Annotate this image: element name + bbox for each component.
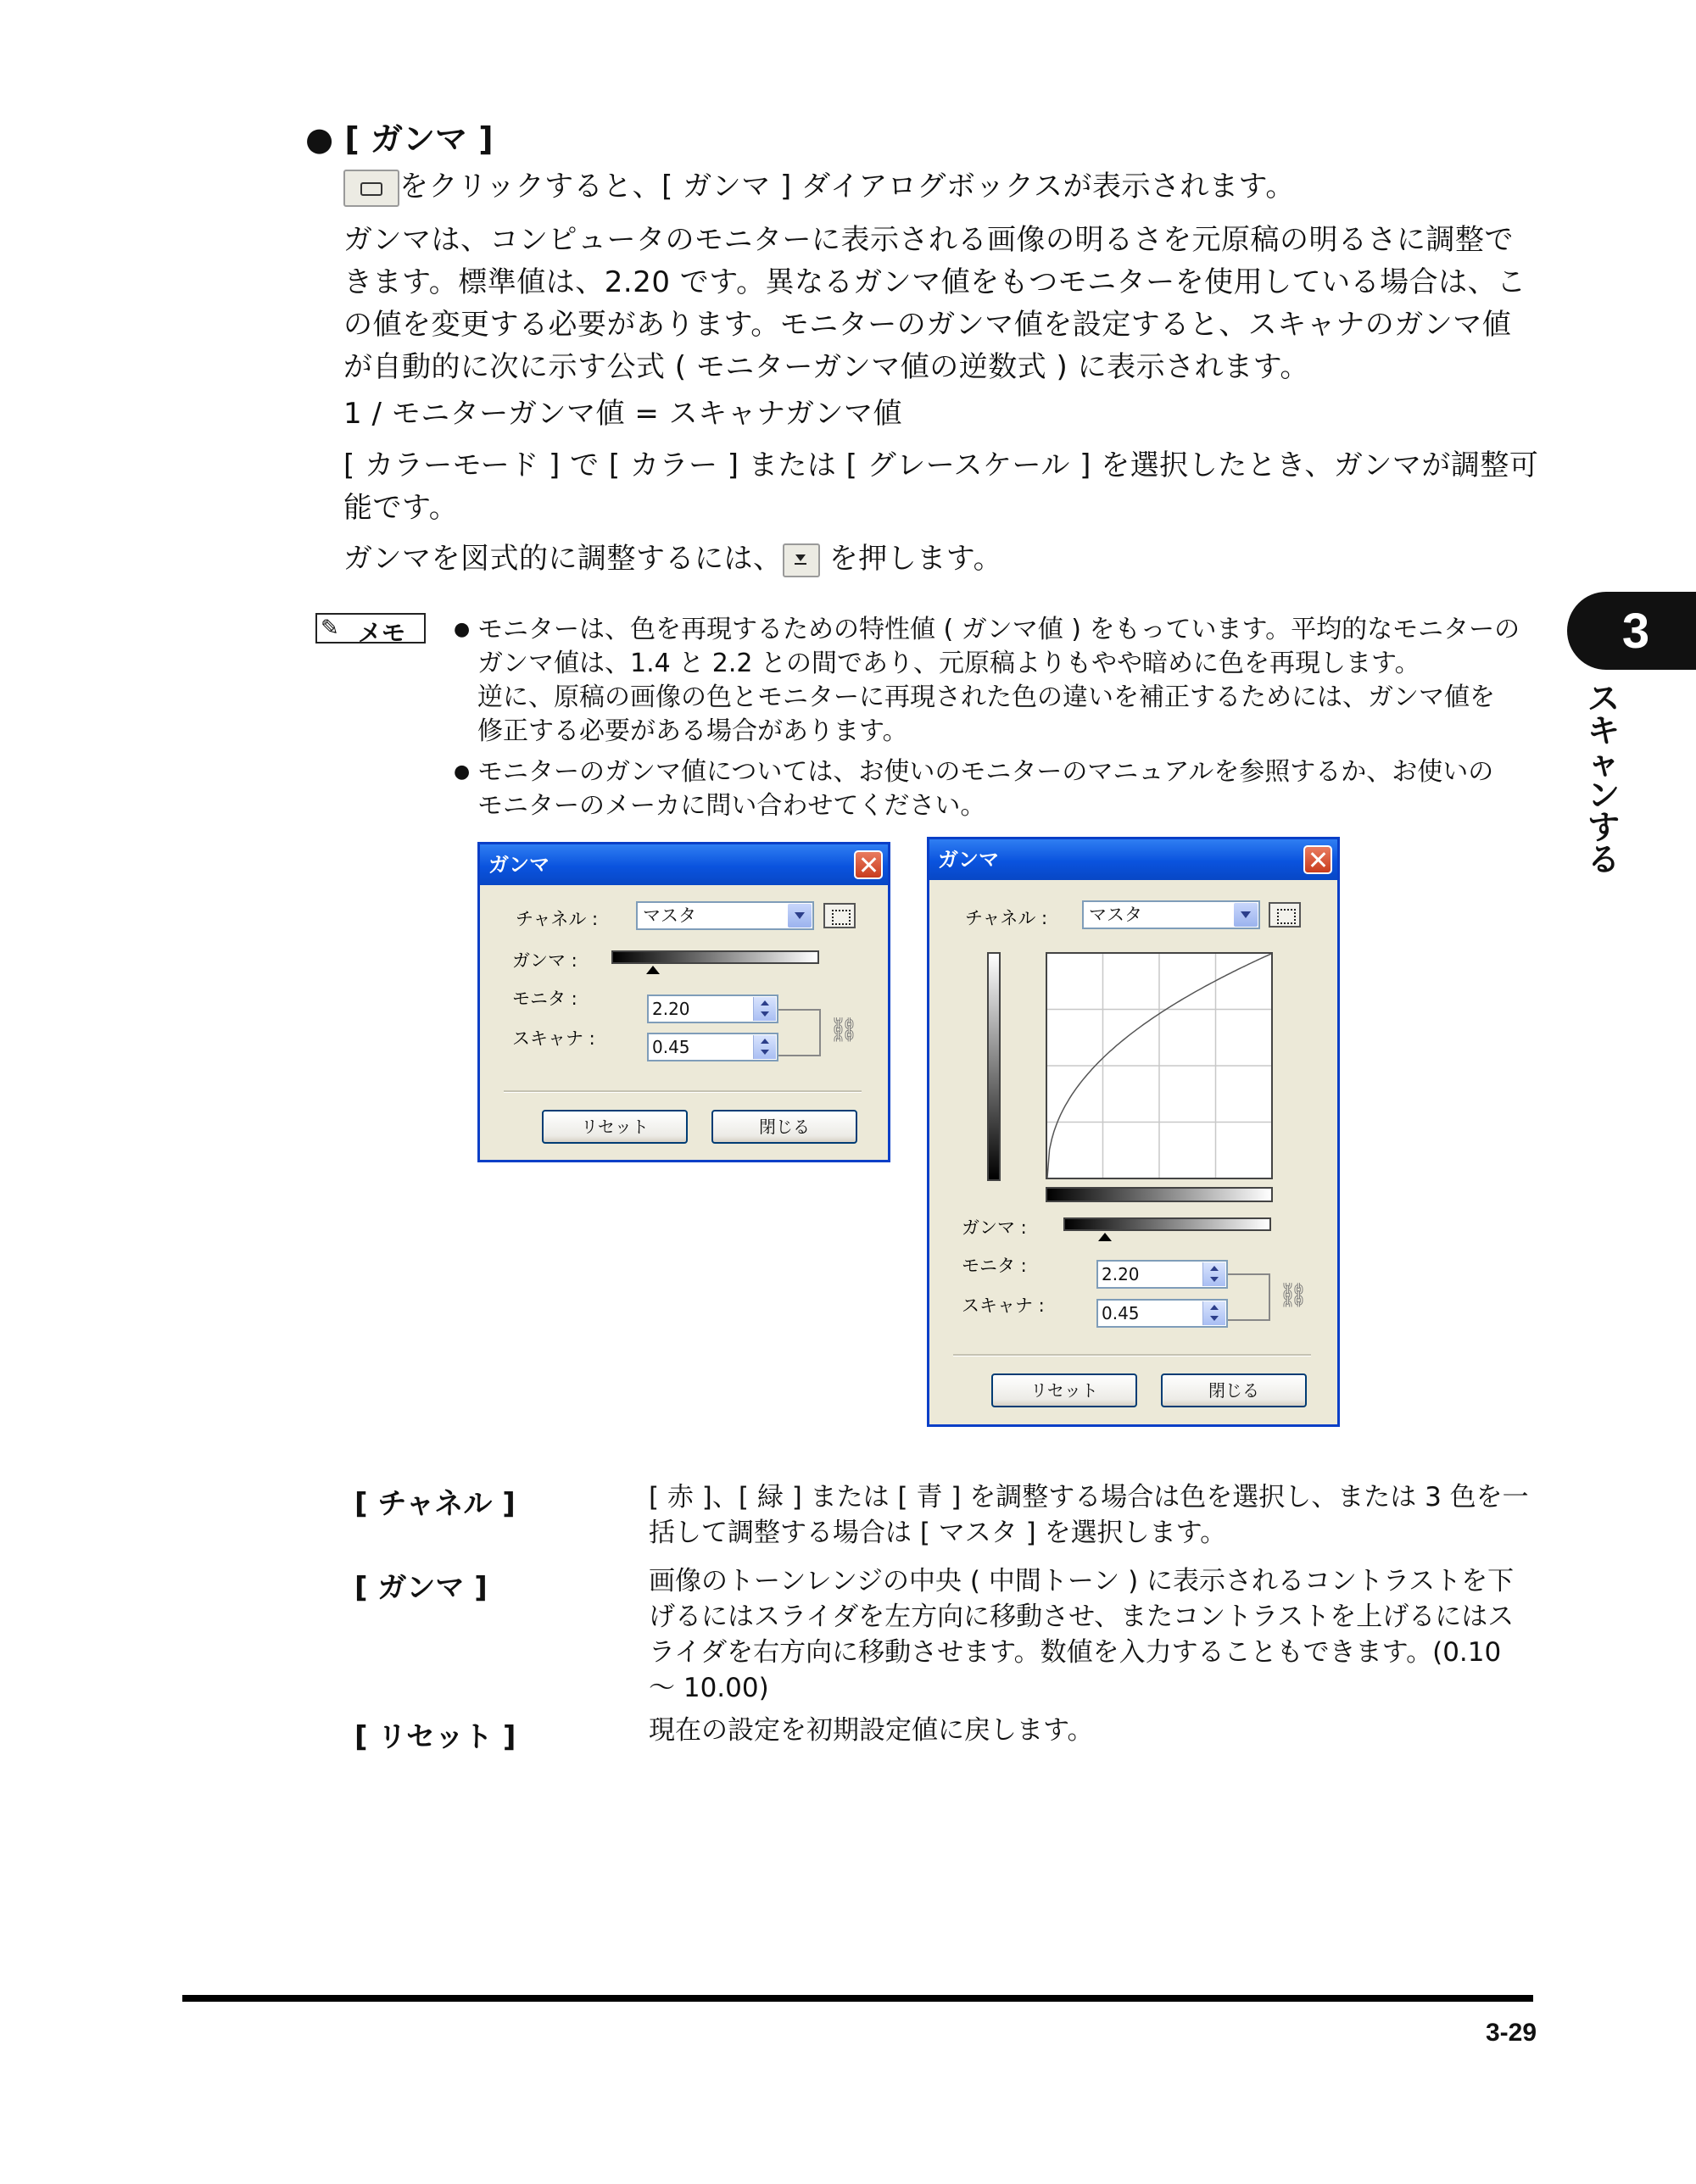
scanner-gamma-input[interactable]: 0.45 — [647, 1033, 778, 1061]
chapter-tab: 3 — [1567, 592, 1696, 670]
reset-button[interactable]: リセット — [991, 1373, 1137, 1407]
graph-adjust-paragraph: ガンマを図式的に調整するには、 を押します。 — [343, 542, 1003, 576]
bullet-icon: ● — [305, 120, 334, 158]
separator — [953, 1354, 1311, 1357]
definition-term: [ リセット ] — [354, 1720, 516, 1754]
definition-term: [ ガンマ ] — [354, 1571, 488, 1605]
scanner-gamma-input[interactable]: 0.45 — [1096, 1299, 1228, 1328]
page-number: 3-29 — [1486, 2019, 1537, 2047]
output-gradient-bar — [987, 952, 1001, 1181]
definition-desc: 画像のトーンレンジの中央 ( 中間トーン ) に表示されるコントラストを下 げるにはスライダを左方向に移動させ、またコントラストを上げるにはス ライダを右方向に移動させます。数値を入力することもできます。(0.10 ～ 10.00) — [649, 1566, 1515, 1703]
input-gradient-bar — [1046, 1187, 1273, 1202]
reset-button[interactable]: リセット — [542, 1110, 688, 1144]
link-bracket — [778, 1009, 821, 1056]
memo-label: ✎ メモ — [315, 613, 426, 644]
footer-rule — [182, 1995, 1533, 2002]
separator — [504, 1090, 862, 1093]
gamma-label: ガンマ : — [962, 1217, 1027, 1238]
gamma-formula: 1 / モニターガンマ値 = スキャナガンマ値 — [343, 397, 902, 431]
definition-term: [ チャネル ] — [354, 1487, 516, 1521]
memo-bullet-1: ● モニターは、色を再現するための特性値 ( ガンマ値 ) をもっています。平均的なモニターの ガンマ値は、1.4 と 2.2 との間であり、元原稿よりもやや暗めに色を再現します。 逆に、原稿の画像の色とモニターに再現された色の違いを補正するためには、ガンマ値を 修正する必要がある場合があります。 — [454, 615, 1520, 746]
monitor-label: モニタ : — [962, 1256, 1027, 1276]
chain-link-icon[interactable]: ⛓ — [1278, 1281, 1308, 1309]
chain-link-icon[interactable]: ⛓ — [828, 1016, 859, 1044]
gamma-label: ガンマ : — [512, 950, 577, 971]
spin-icon[interactable] — [753, 1035, 776, 1059]
pencil-icon: ✎ — [321, 616, 339, 641]
collapse-graph-button[interactable] — [1269, 902, 1301, 928]
section-heading — [305, 113, 494, 159]
gamma-slider-thumb[interactable] — [1098, 1233, 1112, 1241]
dialog-titlebar: ガンマ — [929, 839, 1337, 880]
section-title: [ ガンマ ] — [344, 120, 494, 158]
gamma-dialog-large — [927, 837, 1340, 1427]
monitor-gamma-input[interactable]: 2.20 — [1096, 1260, 1228, 1289]
spin-icon[interactable] — [753, 997, 776, 1021]
gamma-slider-thumb[interactable] — [646, 966, 660, 974]
gamma-curve-graph[interactable] — [1046, 952, 1273, 1179]
definition-desc: 現在の設定を初期設定値に戻します。 — [649, 1715, 1094, 1746]
expand-graph-button[interactable] — [823, 903, 856, 928]
chapter-title: ス キ ャ ン す る — [1587, 680, 1621, 878]
close-icon[interactable] — [1303, 845, 1332, 874]
channel-select[interactable]: マスタ — [636, 901, 814, 930]
link-bracket — [1228, 1273, 1270, 1321]
gamma-slider-track[interactable] — [1063, 1217, 1271, 1231]
monitor-label: モニタ : — [512, 989, 577, 1009]
chevron-down-icon — [788, 904, 812, 928]
monitor-gamma-input[interactable]: 2.20 — [647, 994, 778, 1023]
scanner-label: スキャナ : — [512, 1028, 595, 1049]
expand-icon — [783, 543, 820, 577]
close-button[interactable]: 閉じる — [711, 1110, 857, 1144]
gamma-button-icon — [343, 170, 399, 207]
color-mode-note: [ カラーモード ] で [ カラー ] または [ グレースケール ] を選択したとき、ガンマが調整可 能です。 — [343, 448, 1539, 525]
memo-bullet-2: ● モニターのガンマ値については、お使いのモニターのマニュアルを参照するか、お使いの モニターのメーカに問い合わせてください。 — [454, 757, 1494, 821]
channel-label: チャネル : — [516, 909, 599, 929]
close-icon[interactable] — [854, 850, 883, 879]
spin-icon[interactable] — [1202, 1262, 1225, 1286]
gamma-slider-track[interactable] — [611, 950, 819, 964]
scanner-label: スキャナ : — [962, 1295, 1045, 1316]
spin-icon[interactable] — [1202, 1301, 1225, 1325]
dialog-titlebar: ガンマ — [480, 844, 888, 885]
gamma-explanation: ガンマは、コンピュータのモニターに表示される画像の明るさを元原稿の明るさに調整で きます。標準値は、2.20 です。異なるガンマ値をもつモニターを使用している場合は、こ の値を変更する必要があります。モニターのガンマ値を設定すると、スキャナのガンマ値 が自動的に次に示す公式 ( モニターガンマ値の逆数式 ) に表示されます。 — [343, 223, 1526, 384]
chevron-down-icon — [1234, 903, 1258, 927]
close-button[interactable]: 閉じる — [1161, 1373, 1307, 1407]
gamma-dialog-small — [477, 842, 890, 1162]
intro-paragraph: をクリックすると、[ ガンマ ] ダイアログボックスが表示されます。 — [343, 165, 1295, 208]
definition-desc: [ 赤 ]、[ 緑 ] または [ 青 ] を調整する場合は色を選択し、または 3 色を一 括して調整する場合は [ マスタ ] を選択します。 — [649, 1482, 1529, 1548]
channel-select[interactable]: マスタ — [1082, 900, 1260, 929]
channel-label: チャネル : — [965, 908, 1048, 928]
